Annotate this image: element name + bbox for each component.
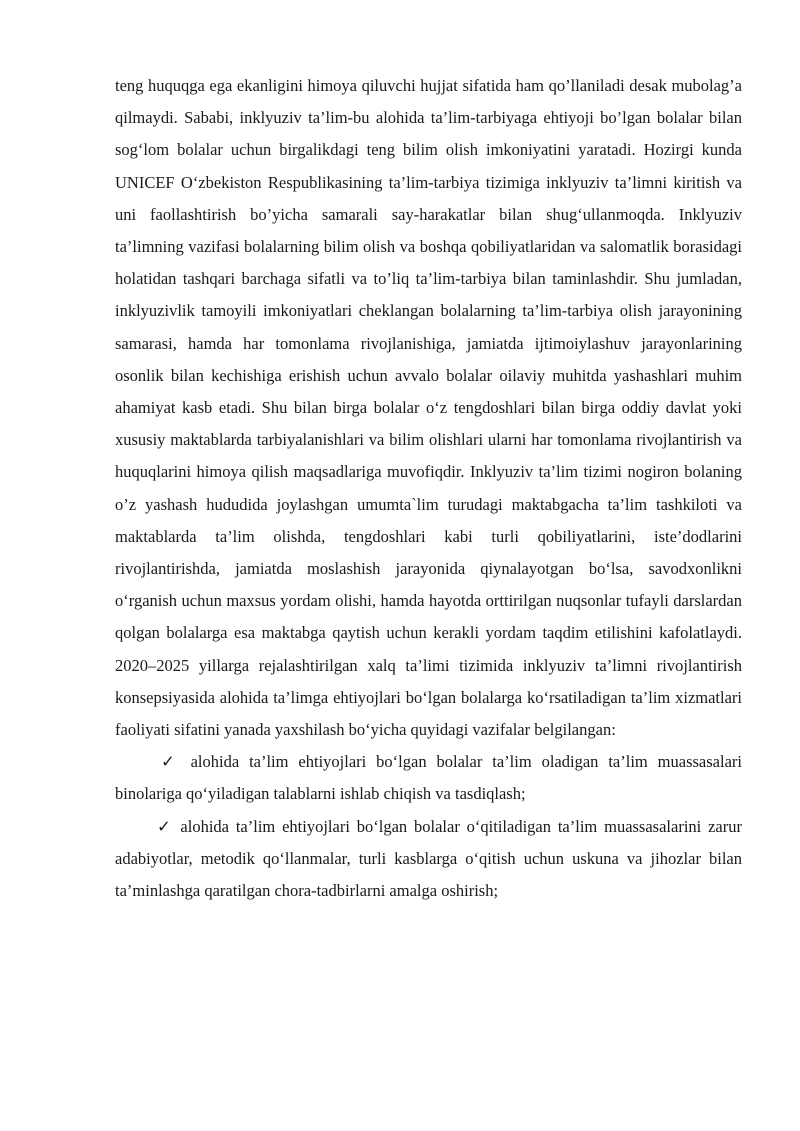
- document-page: [115, 70, 742, 907]
- bullet-item-requirements: ✓ alohida ta’lim ehtiyojlari bo‘lgan bolalar ta’lim oladigan ta’lim muassasalari binolariga qo‘yiladigan talablarni ishlab chiqish va tasdiqlash;: [115, 752, 742, 804]
- main-paragraph: teng huquqga ega ekanligini himoya qiluvchi hujjat sifatida ham qo’llaniladi desak mubolag’a qilmaydi. Sababi, inklyuziv ta’lim-bu alohida ta’lim-tarbiyaga ehtiyoji bo’lgan bolalar bilan sog‘lom bolalar uchun birgalikdagi teng bilim olish imkoniyatini yaratadi. Hozirgi kunda UNICEF O‘zbekiston Respublikasining ta’lim-tarbiya tizimiga inklyuziv ta’limni kiritish va uni faollashtirish bo’yicha samarali say-harakatlar bilan shug‘ullanmoqda. Inklyuziv ta’limning vazifasi bolalarning bilim olish va boshqa qobiliyatlaridan va salomatlik borasidagi holatidan tashqari barchaga sifatli va to’liq ta’lim-tarbiya bilan taminlashdir. Shu jumladan, inklyuzivlik tamoyili imkoniyatlari cheklangan bolalarning ta’lim-tarbiya olish jarayonining samarasi, hamda har tomonlama rivojlanishiga, jamiatda ijtimoiylashuv jarayonlarining osonlik bilan kechishiga erishish uchun avvalo bolalar oilaviy muhitda yashashlari muhim ahamiyat kasb etadi. Shu bilan birga bolalar o‘z tengdoshlari bilan birga oddiy davlat yoki xususiy maktablarda tarbiyalanishlari va bilim olishlari ularni har tomonlama rivojlantirish va huquqlarini himoya qilish maqsadlariga muvofiqdir. Inklyuziv ta’lim tizimi nogiron bolaning o’z yashash hududida joylashgan umumta`lim turudagi maktabgacha ta’lim tashkiloti va maktablarda ta’lim olishda, tengdoshlari kabi turli qobiliyatlarini, iste’dodlarini rivojlantirishda, jamiatda moslashish jarayonida qiynalayotgan bo‘lsa, savodxonlikni o‘rganish uchun maxsus yordam olishi, hamda hayotda orttirilgan nuqsonlar tufayli darslardan qolgan bolalarga esa maktabga qaytish uchun kerakli yordam taqdim etilishini kafolatlaydi. 2020–2025 yillarga rejalashtirilgan xalq ta’limi tizimida inklyuziv ta’limni rivojlantirish konsepsiyasida alohida ta’limga ehtiyojlari bo‘lgan bolalarga ko‘rsatiladigan ta’lim xizmatlari faoliyati sifatini yanada yaxshilash bo‘yicha quyidagi vazifalar belgilangan:: [115, 76, 742, 740]
- bullet-item-equipment: ✓ alohida ta’lim ehtiyojlari bo‘lgan bolalar o‘qitiladigan ta’lim muassasalarini zarur adabiyotlar, metodik qo‘llanmalar, turli kasblarga o‘qitish uchun uskuna va jihozlar bilan ta’minlashga qaratilgan chora-tadbirlarni amalga oshirish;: [115, 816, 742, 901]
